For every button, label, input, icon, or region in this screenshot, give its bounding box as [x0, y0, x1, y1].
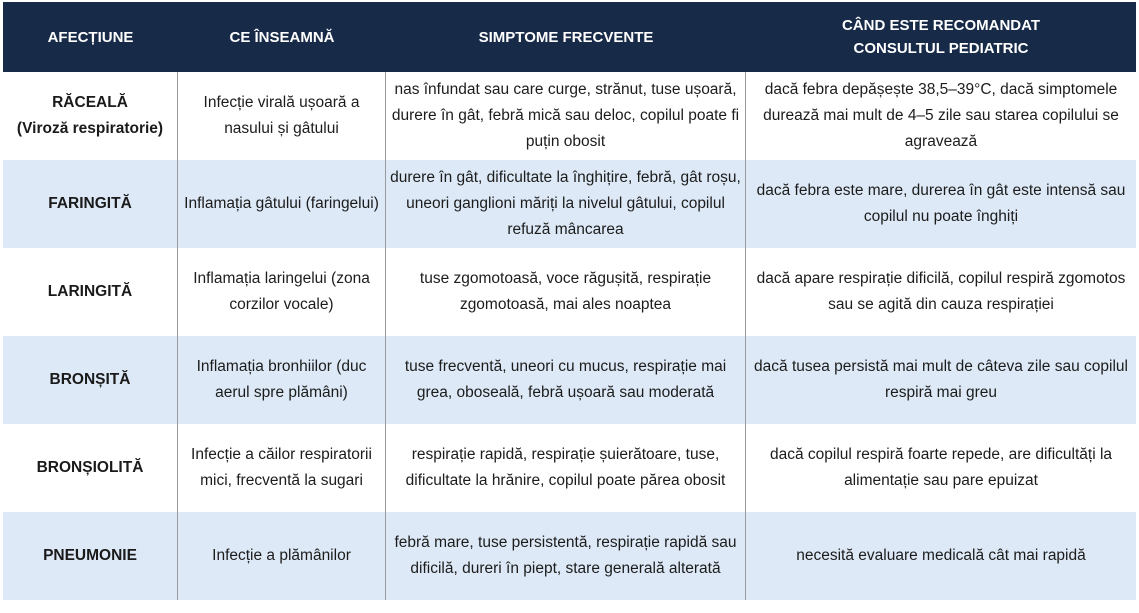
header-condition: [3, 2, 178, 72]
condition-name: BRONȘITĂ: [49, 371, 131, 388]
condition-name: LARINGITĂ: [47, 283, 133, 300]
condition-name-cell: [3, 512, 178, 600]
meaning-cell: [178, 160, 386, 248]
consult-cell: [746, 512, 1136, 600]
symptoms-text: nas înfundat sau care curge, strănut, tuse ușoară, durere în gât, febră mică sau deloc, copilul poate fi puțin obosit: [391, 81, 740, 150]
header-meaning-label: CE ÎNSEAMNĂ: [229, 28, 335, 46]
symptoms-text: febră mare, tuse persistentă, respirație rapidă sau dificilă, dureri în piept, stare generală alterată: [394, 534, 737, 577]
condition-name: BRONȘIOLITĂ: [36, 459, 144, 476]
meaning-cell: [178, 248, 386, 336]
consult-cell: [746, 248, 1136, 336]
symptoms-cell: [386, 424, 746, 512]
symptoms-text: tuse zgomotoasă, voce răgușită, respirație zgomotoasă, mai ales noaptea: [419, 270, 712, 313]
header-symptoms-label: SIMPTOME FRECVENTE: [478, 28, 654, 46]
condition-name-cell: [3, 72, 178, 160]
meaning-cell: [178, 512, 386, 600]
condition-name: RĂCEALĂ: [52, 94, 128, 111]
symptoms-text: respirație rapidă, respirație șuierătoare, tuse, dificultate la hrănire, copilul poate părea obosit: [405, 446, 726, 489]
condition-name-cell: [3, 336, 178, 424]
meaning-text: Infecție a căilor respiratorii mici, frecventă la sugari: [191, 446, 372, 489]
header-symptoms: [386, 2, 746, 72]
header-condition-label: AFECȚIUNE: [47, 28, 134, 46]
consult-cell: [746, 336, 1136, 424]
symptoms-text: durere în gât, dificultate la înghițire, febră, gât roșu, uneori ganglioni măriți la nivelul gâtului, copilul refuză mâncarea: [390, 169, 741, 238]
consult-cell: [746, 72, 1136, 160]
meaning-cell: [178, 424, 386, 512]
respiratory-conditions-table: [3, 2, 1136, 602]
header-consult-label-line1: CÂND ESTE RECOMANDAT: [841, 17, 1041, 34]
symptoms-cell: [386, 72, 746, 160]
meaning-text: Inflamația gâtului (faringelui): [184, 195, 379, 212]
consult-cell: [746, 424, 1136, 512]
condition-name-cell: [3, 248, 178, 336]
consult-text: dacă febra depășește 38,5–39°C, dacă simptomele durează mai mult de 4–5 zile sau starea copilului se agravează: [763, 81, 1119, 150]
consult-cell: [746, 160, 1136, 248]
condition-name-cell: [3, 424, 178, 512]
condition-subname: (Viroză respiratorie): [16, 120, 164, 137]
symptoms-cell: [386, 248, 746, 336]
condition-name-cell: [3, 160, 178, 248]
condition-name: FARINGITĂ: [48, 195, 132, 212]
consult-text: dacă apare respirație dificilă, copilul respiră zgomotos sau se agită din cauza respirației: [756, 270, 1126, 313]
meaning-text: Infecție virală ușoară a nasului și gâtului: [203, 94, 360, 137]
meaning-cell: [178, 336, 386, 424]
consult-text: dacă tusea persistă mai mult de câteva zile sau copilul respiră mai greu: [754, 358, 1128, 401]
consult-text: dacă febra este mare, durerea în gât este intensă sau copilul nu poate înghiți: [756, 182, 1126, 225]
meaning-cell: [178, 72, 386, 160]
header-meaning: [178, 2, 386, 72]
symptoms-text: tuse frecventă, uneori cu mucus, respirație mai grea, oboseală, febră ușoară sau moderată: [404, 358, 727, 401]
consult-text: necesită evaluare medicală cât mai rapidă: [796, 547, 1086, 564]
condition-name: PNEUMONIE: [43, 547, 137, 564]
meaning-text: Inflamația bronhiilor (duc aerul spre plămâni): [196, 358, 367, 401]
symptoms-cell: [386, 512, 746, 600]
header-consult-label-line2: CONSULTUL PEDIATRIC: [853, 40, 1029, 57]
symptoms-cell: [386, 160, 746, 248]
meaning-text: Inflamația laringelui (zona corzilor vocale): [193, 270, 370, 313]
consult-text: dacă copilul respiră foarte repede, are dificultăți la alimentație sau pare epuizat: [769, 446, 1113, 489]
symptoms-cell: [386, 336, 746, 424]
meaning-text: Infecție a plămânilor: [212, 547, 351, 564]
header-consult: [746, 2, 1136, 72]
